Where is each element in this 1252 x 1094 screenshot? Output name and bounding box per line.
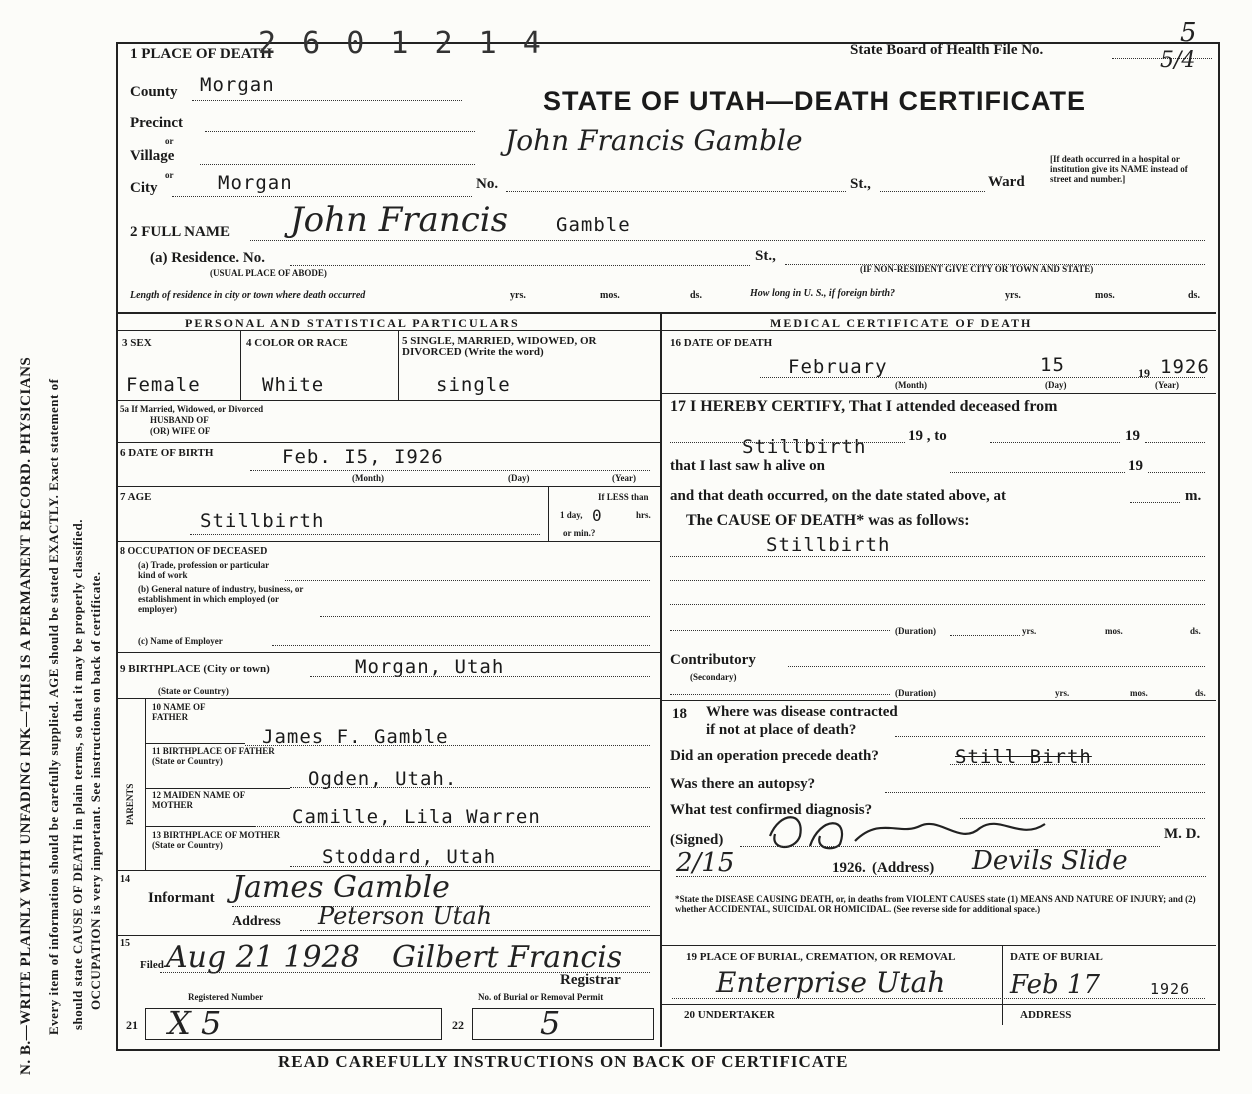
village-label: Village — [130, 148, 175, 164]
attended-from: Stillbirth — [742, 436, 867, 458]
burial-date: Feb 17 — [1010, 970, 1100, 1000]
city-label: City — [130, 180, 158, 196]
certificate-number: 2 6 0 1 2 1 4 — [258, 26, 545, 61]
residence-label: (a) Residence. No. — [150, 250, 265, 266]
ward-label: Ward — [988, 174, 1025, 190]
side-note-1: N. B.—WRITE PLAINLY WITH UNFADING INK—THIS IS A PERMANENT RECORD. PHYSICIANS — [18, 356, 34, 1075]
death-year: 1926 — [1160, 356, 1210, 378]
signature-date: 2/15 — [676, 848, 735, 878]
side-note-4: OCCUPATION is very important. See instructions on back of certificate. — [88, 571, 103, 1010]
death-month: February — [788, 356, 888, 378]
no-label: No. — [476, 176, 499, 192]
side-note-2: Every item of information should be carefully supplied. AGE should be stated EXACTLY. Exact statement of — [46, 378, 61, 1035]
race-value: White — [262, 374, 325, 396]
footnote: *State the DISEASE CAUSING DEATH, or, in deaths from VIOLENT CAUSES state (1) MEANS AND NATURE OF INJURY; and (2) whether ACCIDENTAL, SUICIDAL OR HOMICIDAL. (See reverse side for additional space.) — [675, 894, 1196, 914]
father-birthplace-value: Ogden, Utah. — [308, 768, 458, 790]
dob-value: Feb. I5, I926 — [282, 446, 444, 468]
precinct-label: Precinct — [130, 115, 184, 131]
full-name-label: 2 FULL NAME — [130, 224, 231, 240]
state-file-number: 5/4 — [1160, 48, 1196, 73]
mother-value: Camille, Lila Warren — [292, 806, 541, 828]
cause-of-death: Stillbirth — [766, 534, 891, 556]
age-hours: 0 — [592, 506, 603, 525]
stamp-number: 5 — [1180, 18, 1197, 48]
informant-value: James Gamble — [232, 870, 450, 905]
mother-birthplace-value: Stoddard, Utah — [322, 846, 497, 868]
personal-heading: PERSONAL AND STATISTICAL PARTICULARS — [185, 316, 520, 330]
hospital-note: [If death occurred in a hospital or institution give its NAME instead of street and number.] — [1050, 154, 1188, 184]
handwritten-name: John Francis Gamble — [505, 124, 803, 157]
parents-label: PARENTS — [125, 783, 135, 825]
filed-date: Aug 21 1928 — [166, 940, 360, 975]
place-of-death-label: 1 PLACE OF DEATH — [130, 46, 273, 62]
operation-answer: Still Birth — [955, 746, 1092, 768]
birthplace-value: Morgan, Utah — [355, 656, 505, 678]
death-certificate-page: N. B.—WRITE PLAINLY WITH UNFADING INK—THIS IS A PERMANENT RECORD. PHYSICIANS Every item of information should be carefully supplied. AGE should be stated EXACTLY. Exact statement of should state CAUSE OF DEATH in plain terms, so that it may be properly classified. OCCUPATION is very important. See instructions on back of certificate. 1 PLACE OF DEATH 2 6 0 1 2 1 4 State Board of Health File No. 5 5/4 STATE OF UTAH—DEATH CERTIFICATE John Francis Gamble County Morgan Precinct or Village or City Morgan No. St., Ward [If death occurred in a hospital or institution give its NAME instead of street and number.] 2 FULL NAME John Francis Gamble (a) Residence. No. (USUAL PLACE OF ABODE) St., (IF NON-RESIDENT GIVE CITY OR TOWN AND STATE) Length of residence in city or town where death occurred yrs. mos. ds. How long in U. S., if foreign birth? yrs. mos. ds. PERSONAL AND STATISTICAL PARTICULARS 3 SEX Female 4 COLOR OR RACE White 5 SINGLE, MARRIED, WIDOWED, OR DIVORCED (Write the word) single 5a If Married, Widowed, or Divorced HUSBAND OF (OR) WIFE OF 6 DATE OF BIRTH Feb. I5, I926 (Month) (Day) (Year) 7 AGE Stillbirth If LESS than 1 day, hrs. or min.? 0 8 OCCUPATION OF DECEASED (a) Trade, profession or particular kind of work (b) General nature of industry, business, or establishment in which employed (or employer) (c) Name of Employer 9 BIRTHPLACE (City or town) Morgan, Utah (State or Country) PARENTS 10 NAME OF FATHER James F. Gamble 11 BIRTHPLACE OF FATHER (State or Country) Ogden, Utah. 12 MAIDEN NAME OF MOTHER Camille, Lila Warren 13 BIRTHPLACE OF MOTHER (State or Country) Stoddard, Utah 14 Informant James Gamble Address Peterson Utah 15 Filed Aug 21 1928 Gilbert Francis Registrar Registered Number No. of Burial or Removal Permit 21 X 5 22 5 MEDICAL CERTIFICATE OF DEATH 16 DATE OF DEATH February 15 19 1926 (Month) (Day) (Year) 17 I HEREBY CERTIFY, That I attended deceased from Stillbirth 19 , to 19 that I last saw h alive on 19 and that death occurred, on the date stated above, at m. The CAUSE OF DEATH* was as follows: Stillbirth (Duration) yrs. mos. ds. Contributory (Secondary) (Duration) yrs. mos. ds. 18 Where was disease contracted if not at place of death? Did an operation precede death? Still Birth Was there an autopsy? What test confirmed diagnosis? (Signed) M. D. 2/15 1926. (Address) Devils Slide *State the DISEASE CAUSING DEATH, or, in deaths from VIOLENT CAUSES state (1) MEANS AND NATURE OF INJURY; and (2) whether ACCIDENTAL, SUICIDAL OR HOMICIDAL. (See reverse side for additional space.) 19 PLACE OF BURIAL, CREMATION, OR REMOVAL DATE OF BURIAL Enterprise Utah Feb 17 1926 20 UNDERTAKER ADDRESS READ CAREFULLY INSTRUCTIONS ON BACK OF CERTIFICATE — [0, 0, 1252, 1094]
county-label: County — [130, 84, 178, 100]
burial-year: 1926 — [1150, 980, 1191, 998]
full-name-typed: Gamble — [556, 214, 631, 236]
county-value: Morgan — [200, 74, 275, 96]
medical-heading: MEDICAL CERTIFICATE OF DEATH — [770, 316, 1033, 330]
page-title: STATE OF UTAH—DEATH CERTIFICATE — [543, 86, 1086, 116]
informant-address: Peterson Utah — [318, 902, 493, 930]
registrar-signature: Gilbert Francis — [392, 940, 623, 975]
st-label: St., — [850, 176, 871, 192]
city-value: Morgan — [218, 172, 293, 194]
age-value: Stillbirth — [200, 510, 325, 532]
length-of-residence-label: Length of residence in city or town where death occurred — [130, 290, 366, 301]
registered-number: X 5 — [168, 1004, 222, 1042]
burial-place: Enterprise Utah — [716, 966, 946, 999]
marital-value: single — [436, 374, 511, 396]
sex-value: Female — [126, 374, 201, 396]
physician-address: Devils Slide — [972, 846, 1128, 876]
death-day: 15 — [1040, 354, 1065, 376]
full-name-signed: John Francis — [290, 200, 509, 240]
side-note-3: should state CAUSE OF DEATH in plain terms, so that it may be properly classified. — [70, 519, 85, 1030]
footer-instructions: READ CAREFULLY INSTRUCTIONS ON BACK OF CERTIFICATE — [278, 1052, 849, 1071]
burial-permit-number: 5 — [540, 1004, 561, 1042]
state-file-label: State Board of Health File No. — [850, 42, 1044, 58]
father-value: James F. Gamble — [262, 726, 449, 748]
